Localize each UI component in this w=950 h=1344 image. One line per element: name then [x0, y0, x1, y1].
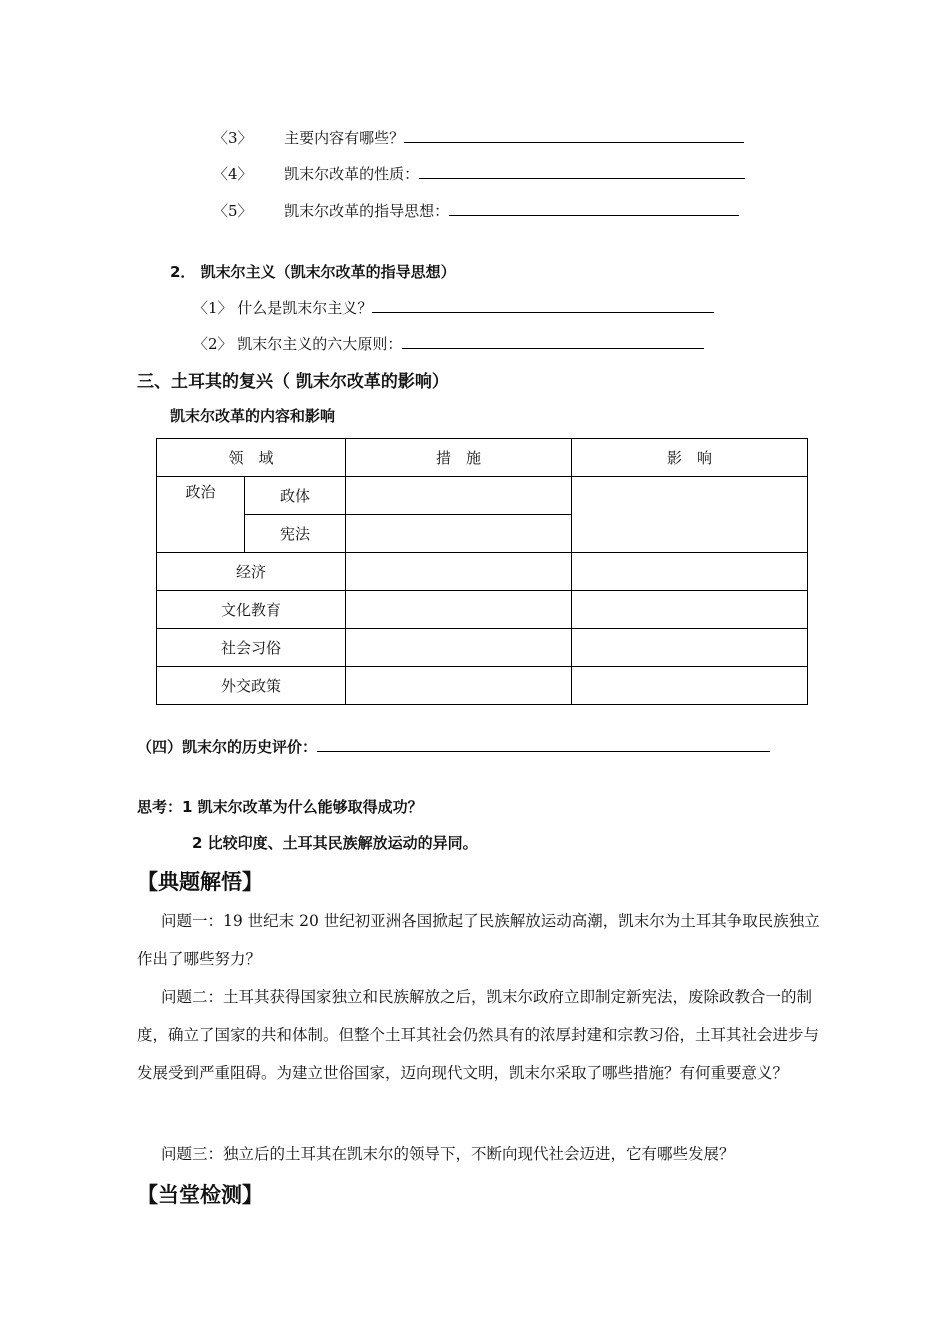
- row-constitution: 宪法: [245, 515, 346, 553]
- row-economy: 经济: [157, 553, 346, 591]
- table-caption: 凯末尔改革的内容和影响: [170, 407, 336, 425]
- section-2-title: 2． 凯末尔主义（凯末尔改革的指导思想）: [170, 263, 456, 281]
- item-text: 〈2〉 凯末尔主义的六大原则：: [193, 335, 403, 353]
- header-field: 领 域: [157, 439, 346, 477]
- dangtang-heading: 【当堂检测】: [137, 1183, 263, 1207]
- answer-line[interactable]: [402, 334, 704, 349]
- item-3: [213, 127, 744, 148]
- item-number: 〈5〉: [213, 202, 253, 220]
- row-social-customs: 社会习俗: [157, 629, 346, 667]
- item-5: [213, 200, 739, 221]
- dianti-heading: 【典题解悟】: [137, 870, 263, 894]
- item-text: 凯末尔改革的性质：: [284, 165, 420, 183]
- question-2: 问题二：土耳其获得国家独立和民族解放之后，凯末尔政府立即制定新宪法，废除政教合一的制度，确立了国家的共和体制。但整个土耳其社会仍然具有的浓厚封建和宗教习俗，土耳其社会进步与发展受到严重阻碍。为建立世俗国家，迈向现代文明，凯末尔采取了哪些措施？有何重要意义？: [137, 988, 820, 1082]
- cell-impact[interactable]: [572, 667, 808, 705]
- cell-impact[interactable]: [572, 629, 808, 667]
- section-2-item-1: [193, 297, 714, 318]
- row-culture-education: 文化教育: [157, 591, 346, 629]
- cell-measures[interactable]: [346, 515, 572, 553]
- section-4: [137, 736, 770, 757]
- cell-measures[interactable]: [346, 477, 572, 515]
- item-4: [213, 163, 745, 184]
- answer-line[interactable]: [419, 164, 745, 179]
- row-government-form: 政体: [245, 477, 346, 515]
- section-2-item-2: [193, 333, 704, 354]
- answer-line[interactable]: [317, 737, 770, 752]
- think-question-2: 2 比较印度、土耳其民族解放运动的异同。: [192, 834, 478, 852]
- item-number: 〈3〉: [213, 129, 253, 147]
- header-impact: 影 响: [572, 439, 808, 477]
- cell-measures[interactable]: [346, 591, 572, 629]
- row-politics: 政治: [157, 477, 245, 553]
- item-text: 凯末尔改革的指导思想：: [284, 202, 450, 220]
- answer-line[interactable]: [404, 128, 744, 143]
- cell-impact[interactable]: [572, 477, 808, 553]
- cell-measures[interactable]: [346, 667, 572, 705]
- cell-measures[interactable]: [346, 553, 572, 591]
- item-text: 主要内容有哪些？: [284, 129, 405, 147]
- question-3: 问题三：独立后的土耳其在凯末尔的领导下，不断向现代社会迈进，它有哪些发展？: [161, 1145, 735, 1163]
- question-1: 问题一：19 世纪末 20 世纪初亚洲各国掀起了民族解放运动高潮，凯末尔为土耳其争取民族独立作出了哪些努力？: [137, 912, 820, 968]
- cell-impact[interactable]: [572, 553, 808, 591]
- item-text: 〈1〉 什么是凯末尔主义？: [193, 299, 373, 317]
- section-4-title: （四）凯末尔的历史评价：: [137, 738, 318, 756]
- cell-impact[interactable]: [572, 591, 808, 629]
- section-3-title: 三、土耳其的复兴（ 凯末尔改革的影响）: [137, 372, 449, 392]
- row-foreign-policy: 外交政策: [157, 667, 346, 705]
- cell-measures[interactable]: [346, 629, 572, 667]
- think-question-1: 思考：1 凯末尔改革为什么能够取得成功？: [137, 798, 423, 816]
- header-measures: 措 施: [346, 439, 572, 477]
- reform-table: [156, 438, 808, 705]
- answer-line[interactable]: [372, 298, 714, 313]
- item-number: 〈4〉: [213, 165, 253, 183]
- answer-line[interactable]: [449, 201, 739, 216]
